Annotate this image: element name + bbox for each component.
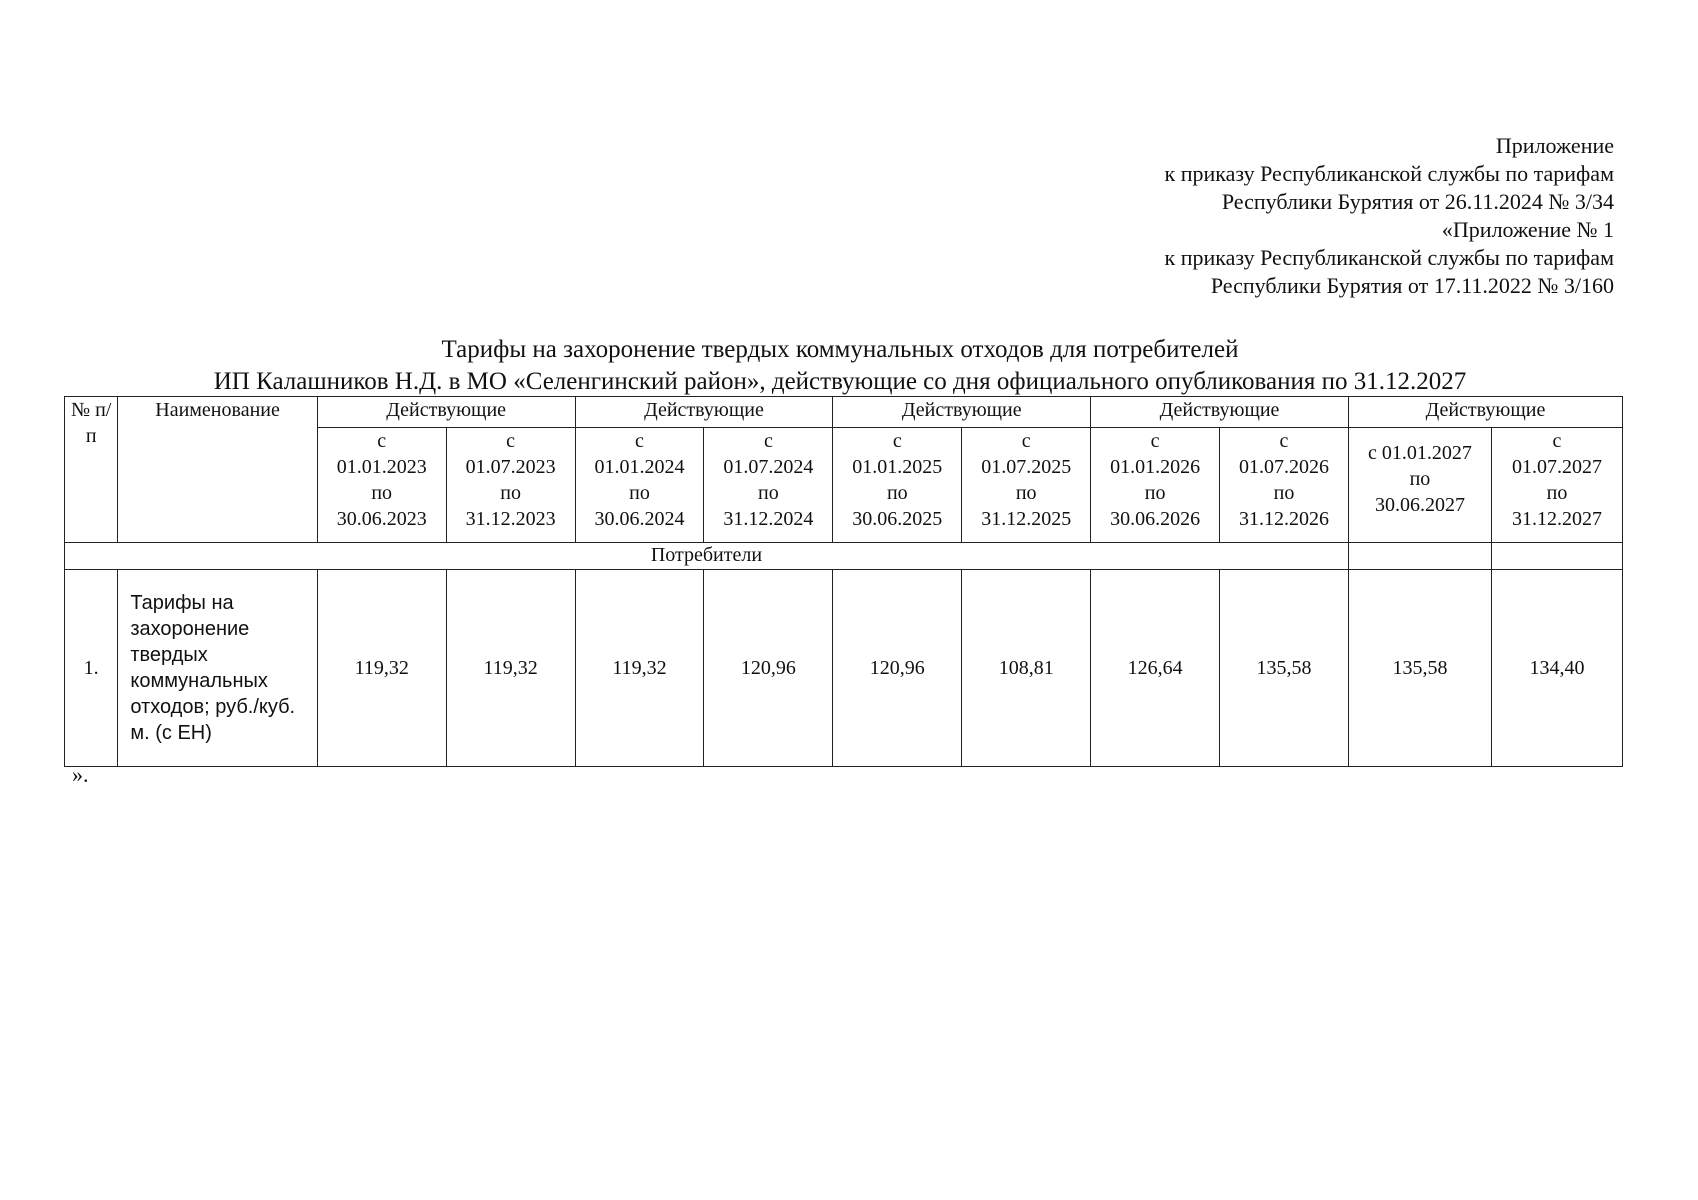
period-group-header: Действующие <box>317 397 575 428</box>
period-end: 31.12.2027 <box>1511 508 1602 530</box>
period-start: 01.07.2027 <box>1511 456 1602 478</box>
period-from: с 01.01.2027 <box>1367 442 1472 464</box>
tariff-value: 108,81 <box>962 570 1091 767</box>
document-title-line-1: Тарифы на захоронение твердых коммунальных отходов для потребителей <box>441 336 1239 363</box>
period-from: с <box>1279 430 1289 452</box>
period-to: по <box>371 482 393 504</box>
period-end: 31.12.2024 <box>723 508 814 530</box>
row-name: Тарифы на захоронение твердых коммунальных отходов; руб./куб. м. (с ЕН) <box>118 570 317 767</box>
period-to: по <box>1015 482 1037 504</box>
column-header-name: Наименование <box>118 397 317 543</box>
period-end: 30.06.2024 <box>594 508 685 530</box>
tariff-value: 134,40 <box>1491 570 1622 767</box>
period-start: 01.07.2026 <box>1238 456 1329 478</box>
period-to: по <box>1546 482 1568 504</box>
section-label: Потребители <box>65 543 1349 570</box>
period-start: 01.07.2023 <box>465 456 556 478</box>
period-start: 01.01.2024 <box>594 456 685 478</box>
appendix-header-line: Республики Бурятия от 17.11.2022 № 3/160 <box>1210 273 1614 298</box>
period-end: 31.12.2026 <box>1238 508 1329 530</box>
tariff-value: 119,32 <box>575 570 704 767</box>
section-row <box>65 543 1623 570</box>
period-from: с <box>1552 430 1562 452</box>
period-end: 31.12.2025 <box>981 508 1072 530</box>
period-to: по <box>1409 468 1431 490</box>
closing-quote-mark: ». <box>72 762 89 787</box>
appendix-header-line: к приказу Республиканской службы по тарифам <box>1164 161 1614 186</box>
period-end: 30.06.2027 <box>1374 494 1465 516</box>
period-to: по <box>500 482 521 504</box>
document-title-line-2: ИП Калашников Н.Д. в МО «Селенгинский район», действующие со дня официального опубликования по 31.12.2027 <box>213 368 1467 395</box>
period-from: с <box>1150 430 1160 452</box>
period-group-header: Действующие <box>1091 397 1349 428</box>
period-group-header: Действующие <box>1348 397 1622 428</box>
appendix-header-line: к приказу Республиканской службы по тарифам <box>1164 245 1614 270</box>
table-row <box>65 570 1623 767</box>
period-from: с <box>635 430 644 452</box>
period-start: 01.07.2024 <box>723 456 814 478</box>
tariff-value: 120,96 <box>833 570 962 767</box>
period-to: по <box>758 482 779 504</box>
appendix-header <box>1165 132 1614 300</box>
period-to: по <box>886 482 908 504</box>
appendix-header-line: Приложение <box>1495 133 1614 158</box>
tariff-value: 135,58 <box>1348 570 1491 767</box>
tariff-value: 119,32 <box>446 570 575 767</box>
appendix-header-line: «Приложение № 1 <box>1441 217 1614 242</box>
period-end: 30.06.2025 <box>852 508 943 530</box>
period-end: 31.12.2023 <box>465 508 556 530</box>
period-to: по <box>1144 482 1166 504</box>
row-number: 1. <box>65 570 118 767</box>
section-empty-cell <box>1491 543 1622 570</box>
period-start: 01.01.2026 <box>1110 456 1201 478</box>
period-start: 01.01.2023 <box>336 456 427 478</box>
table-header-row <box>65 397 1623 428</box>
tariff-value: 120,96 <box>704 570 833 767</box>
period-header-cell <box>1091 428 1220 543</box>
document-title <box>60 334 1620 398</box>
period-from: с <box>1021 430 1031 452</box>
tariff-value: 126,64 <box>1091 570 1220 767</box>
period-header-cell <box>1491 428 1622 543</box>
period-group-header: Действующие <box>575 397 833 428</box>
period-header-cell <box>704 428 833 543</box>
period-header-cell <box>575 428 704 543</box>
tariff-value: 135,58 <box>1220 570 1349 767</box>
appendix-header-line: Республики Бурятия от 26.11.2024 № 3/34 <box>1221 189 1614 214</box>
period-header-cell <box>1220 428 1349 543</box>
period-end: 30.06.2023 <box>336 508 427 530</box>
tariff-value: 119,32 <box>317 570 446 767</box>
period-from: с <box>892 430 902 452</box>
period-start: 01.01.2025 <box>852 456 943 478</box>
period-header-cell <box>317 428 446 543</box>
period-header-cell <box>1348 428 1491 543</box>
tariff-table <box>64 396 1623 767</box>
period-header-cell <box>962 428 1091 543</box>
period-from: с <box>377 430 387 452</box>
period-to: по <box>629 482 650 504</box>
period-group-header: Действующие <box>833 397 1091 428</box>
period-end: 30.06.2026 <box>1110 508 1201 530</box>
period-start: 01.07.2025 <box>981 456 1072 478</box>
period-from: с <box>763 430 773 452</box>
period-to: по <box>1273 482 1295 504</box>
period-from: с <box>506 430 516 452</box>
period-header-cell <box>833 428 962 543</box>
column-header-number: № п/п <box>65 397 118 543</box>
section-empty-cell <box>1348 543 1491 570</box>
period-header-cell <box>446 428 575 543</box>
